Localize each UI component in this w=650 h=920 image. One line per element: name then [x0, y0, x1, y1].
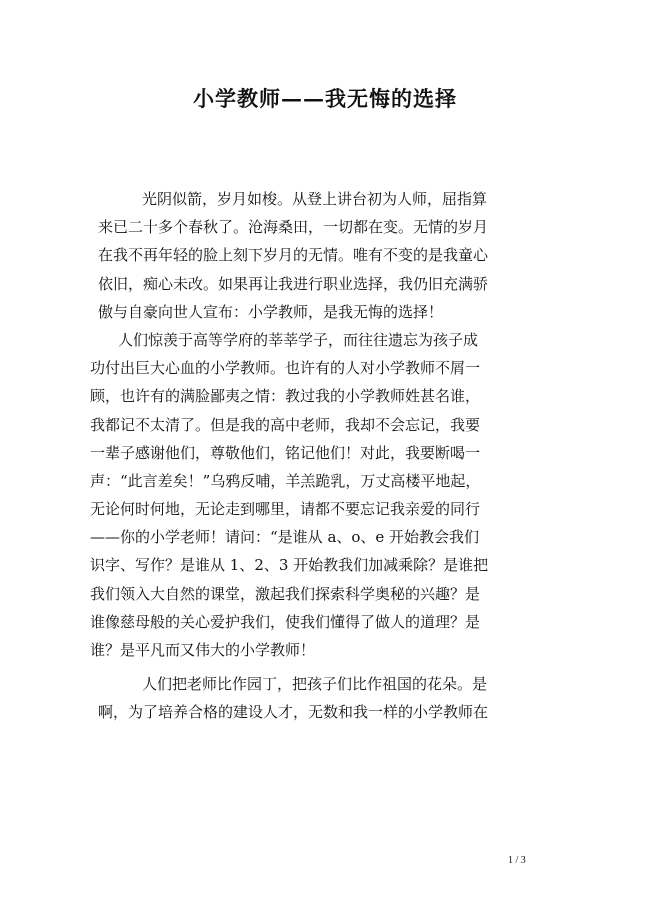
paragraph-line: 我们领入大自然的课堂，激起我们探索科学奥秘的兴趣？是 — [90, 584, 481, 603]
paragraph-3 — [98, 670, 554, 726]
paragraph-line: 一辈子感谢他们，尊敬他们，铭记他们！对此，我要断喝一 — [90, 443, 481, 462]
paragraph-line: 谁像慈母般的关心爱护我们，使我们懂得了做人的道理？是 — [90, 612, 481, 631]
paragraph-line: 功付出巨大心血的小学教师。也许有的人对小学教师不屑一 — [90, 359, 481, 378]
paragraph-line: 光阴似箭，岁月如梭。从登上讲台初为人师，屈指算 — [142, 190, 488, 208]
paragraph-line: ——你的小学老师！请问：“是谁从 a、o、e 开始教会我们 — [90, 528, 480, 547]
page-number: 1 / 3 — [508, 855, 526, 866]
paragraph-line: 我都记不太清了。但是我的高中老师，我却不会忘记，我要 — [90, 415, 481, 434]
document-title: 小学教师——我无悔的选择 — [193, 86, 457, 111]
paragraph-line: 来已二十多个春秋了。沧海桑田，一切都在变。无情的岁月 — [98, 218, 489, 237]
paragraph-line: 傲与自豪向世人宣布：小学教师，是我无悔的选择！ — [98, 302, 444, 321]
paragraph-line: 声：“此言差矣！”乌鸦反哺，羊羔跪乳，万丈高楼平地起， — [90, 471, 481, 490]
paragraph-line: 人们惊羡于高等学府的莘莘学子，而往往遗忘为孩子成 — [118, 330, 479, 349]
paragraph-line: 识字、写作？是谁从 1、2、3 开始教我们加减乘除？是谁把 — [90, 556, 489, 575]
paragraph-2 — [90, 326, 554, 664]
paragraph-line: 人们把老师比作园丁，把孩子们比作祖国的花朵。是 — [142, 675, 488, 694]
document-body — [90, 185, 554, 727]
paragraph-line: 在我不再年轻的脸上刻下岁月的无情。唯有不变的是我童心 — [98, 246, 489, 265]
paragraph-line: 啊，为了培养合格的建设人才，无数和我一样的小学教师在 — [98, 703, 489, 722]
paragraph-line: 依旧，痴心未改。如果再让我进行职业选择，我仍旧充满骄 — [98, 274, 489, 293]
paragraph-line: 顾，也许有的满脸鄙夷之情：教过我的小学教师姓甚名谁， — [90, 387, 481, 406]
paragraph-line: 谁？是平凡而又伟大的小学教师！ — [90, 641, 316, 659]
paragraph-line: 无论何时何地，无论走到哪里，请都不要忘记我亲爱的同行 — [90, 500, 481, 519]
paragraph-1 — [98, 185, 554, 326]
